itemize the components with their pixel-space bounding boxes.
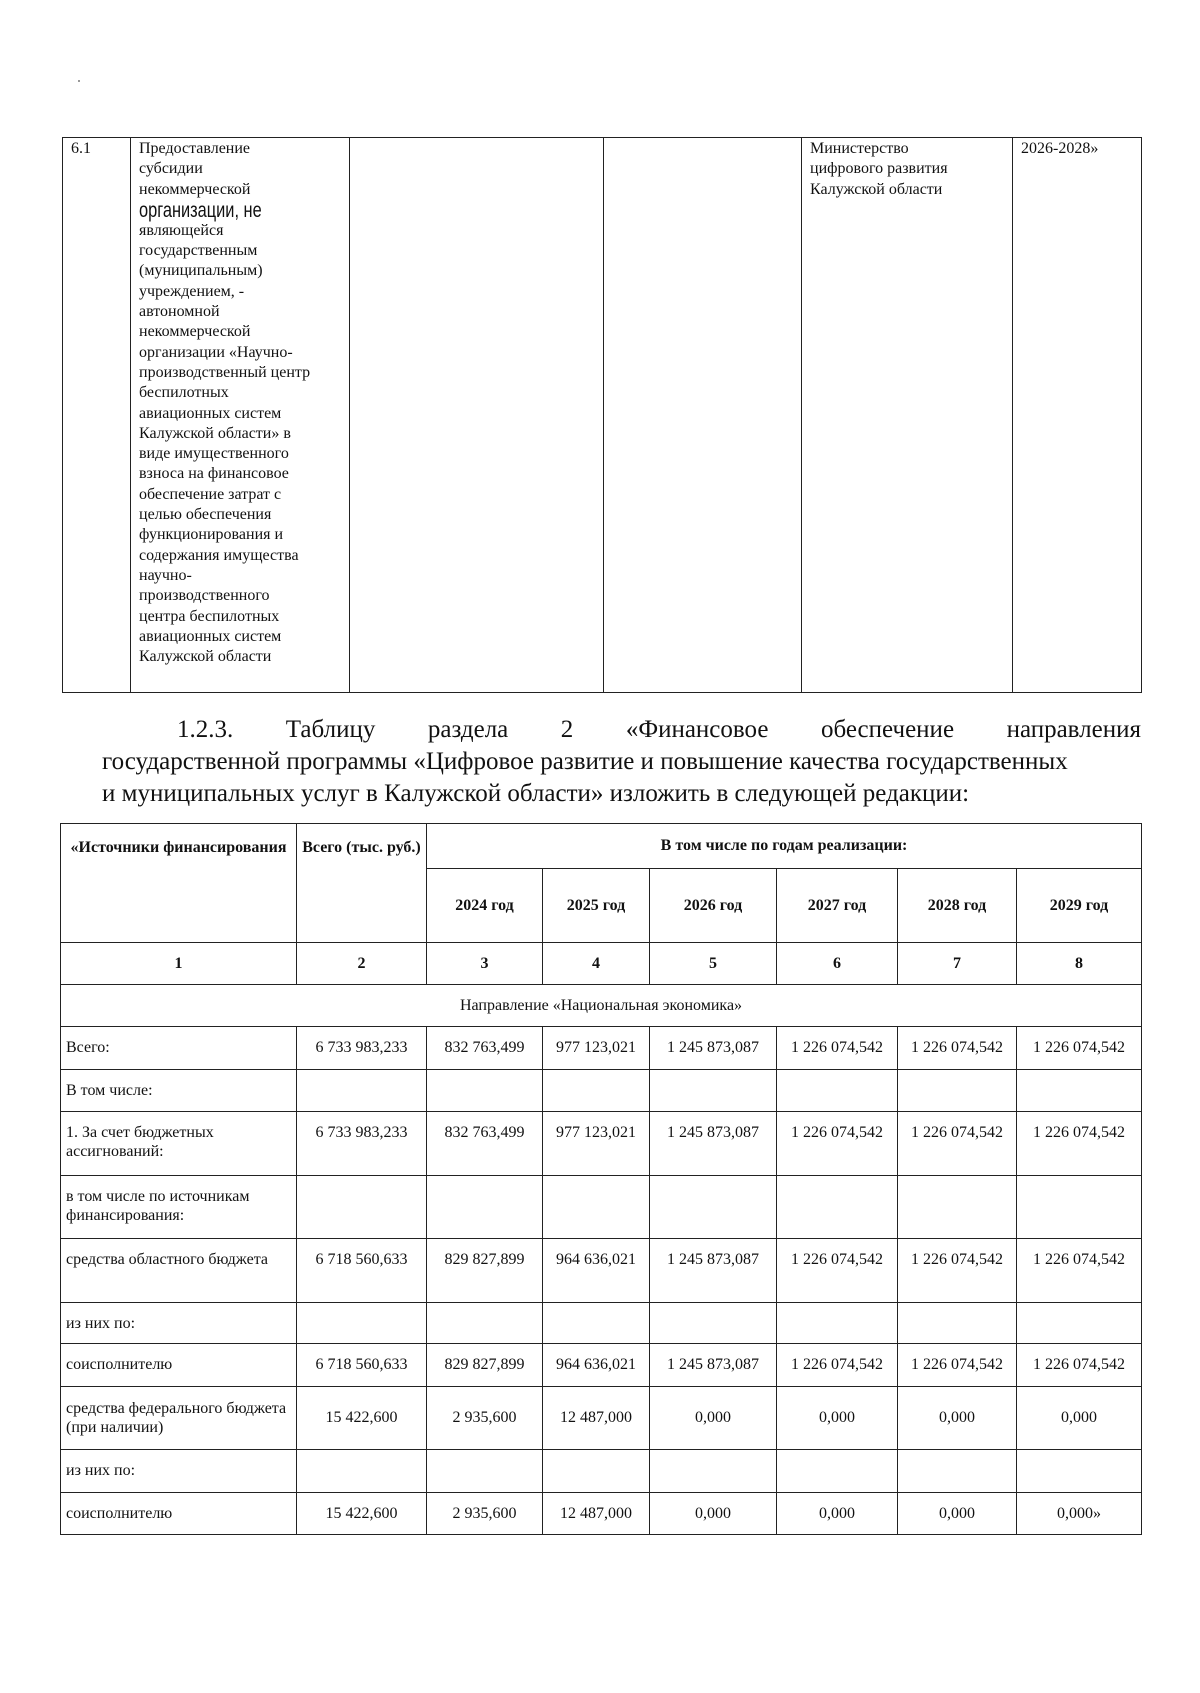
responsible-line: цифрового развития [810,160,948,178]
section-row [61,985,1142,1026]
description-line: виде имущественного [139,445,289,463]
paragraph-word: «Финансовое [625,716,769,743]
column-index: 7 [898,942,1017,984]
paragraph-word: Таблицу [285,716,376,743]
empty-cell [350,138,604,693]
cell-value [427,1302,543,1343]
description-line: некоммерческой [139,180,251,198]
cell-value: 964 636,021 [543,1344,650,1386]
implementation-period: 2026-2028» [1013,138,1142,693]
cell-value [1017,1302,1142,1343]
empty-cell [604,138,802,693]
cell-value: 1 226 074,542 [1017,1026,1142,1069]
cell-value [650,1450,777,1492]
scan-speck [78,80,80,82]
cell-value [427,1450,543,1492]
row-label: из них по: [61,1450,297,1492]
header-year: 2029 год [1017,869,1142,943]
cell-value: 977 123,021 [543,1026,650,1069]
cell-value [543,1302,650,1343]
row-label: В том числе: [61,1070,297,1112]
responsible-executor [802,138,1013,693]
cell-value: 1 226 074,542 [898,1026,1017,1069]
description-line: субсидии [139,160,203,178]
cell-value: 12 487,000 [543,1386,650,1450]
row-label: Всего: [61,1026,297,1069]
row-label: соисполнителю [61,1492,297,1534]
description-line: (муниципальным) [139,262,263,280]
paragraph-word: раздела [427,716,509,743]
table-row [61,1175,1142,1239]
description-line: производственного [139,587,270,605]
description-line: центра беспилотных [139,607,280,625]
cell-value [297,1302,427,1343]
description-line: обеспечение затрат с [139,485,282,503]
row-label: из них по: [61,1302,297,1343]
cell-value [650,1175,777,1239]
description-line: взноса на финансовое [139,465,289,483]
cell-value: 0,000 [650,1386,777,1450]
measure-description [131,138,350,693]
table-row-6-1 [63,138,1142,693]
description-line: целью обеспечения [139,506,272,524]
paragraph-word: 2 [560,716,574,743]
table-row [61,1239,1142,1303]
row-label: средства федерального бюджета (при наличии) [61,1386,297,1450]
cell-value: 1 226 074,542 [898,1344,1017,1386]
column-index: 6 [777,942,898,984]
paragraph-word: направления [1006,716,1141,743]
cell-value [543,1175,650,1239]
description-line: учреждением, - [139,282,245,300]
description-line: Калужской области» в [139,424,291,442]
table-row [61,1492,1142,1534]
row-label: в том числе по источникам финансирования: [61,1175,297,1239]
cell-value [777,1175,898,1239]
cell-value: 0,000 [898,1386,1017,1450]
cell-value: 1 226 074,542 [898,1239,1017,1303]
cell-value: 0,000» [1017,1492,1142,1534]
cell-value [650,1302,777,1343]
table-row [61,1386,1142,1450]
description-line: организации «Научно- [139,343,293,361]
cell-value: 1 245 873,087 [650,1026,777,1069]
cell-value [898,1450,1017,1492]
financing-table [60,823,1142,1535]
column-index: 1 [61,942,297,984]
cell-value: 964 636,021 [543,1239,650,1303]
cell-value [297,1175,427,1239]
cell-value [543,1070,650,1112]
cell-value [777,1302,898,1343]
cell-value: 2 935,600 [427,1492,543,1534]
description-line: содержания имущества [139,546,299,564]
cell-value [543,1450,650,1492]
cell-value [898,1302,1017,1343]
paragraph-word: обеспечение [820,716,955,743]
cell-value: 1 245 873,087 [650,1239,777,1303]
cell-value [650,1070,777,1112]
row-number: 6.1 [63,138,131,693]
cell-value [777,1070,898,1112]
measures-table [62,137,1142,693]
description-line: Предоставление [139,140,251,157]
cell-value [1017,1175,1142,1239]
header-by-years: В том числе по годам реализации: [427,824,1142,869]
header-row [61,824,1142,869]
column-index: 4 [543,942,650,984]
cell-value: 2 935,600 [427,1386,543,1450]
description-line: авиационных систем [139,404,282,422]
table-row [61,1302,1142,1343]
cell-value: 1 226 074,542 [777,1112,898,1176]
column-index: 2 [297,942,427,984]
cell-value: 1 226 074,542 [777,1344,898,1386]
cell-value: 6 718 560,633 [297,1239,427,1303]
paragraph-line: государственной программы «Цифровое развитие и повышение качества государственных [102,748,1068,775]
cell-value: 15 422,600 [297,1386,427,1450]
cell-value: 0,000 [1017,1386,1142,1450]
description-line: организации, не [139,198,262,222]
cell-value: 1 245 873,087 [650,1344,777,1386]
cell-value: 1 226 074,542 [1017,1112,1142,1176]
header-year: 2024 год [427,869,543,943]
description-line: являющейся [139,221,224,239]
row-label: 1. За счет бюджетных ассигнований: [61,1112,297,1176]
description-line: Калужской области [139,648,272,666]
description-line: некоммерческой [139,323,251,341]
paragraph-line: и муниципальных услуг в Калужской области» изложить в следующей редакции: [102,780,970,807]
table-row [61,1070,1142,1112]
cell-value: 0,000 [650,1492,777,1534]
cell-value [898,1175,1017,1239]
cell-value: 15 422,600 [297,1492,427,1534]
header-total: Всего (тыс. руб.) [297,824,427,943]
cell-value: 832 763,499 [427,1026,543,1069]
responsible-line: Калужской области [810,180,943,198]
cell-value [297,1070,427,1112]
cell-value: 12 487,000 [543,1492,650,1534]
cell-value: 6 733 983,233 [297,1112,427,1176]
cell-value [777,1450,898,1492]
cell-value [427,1070,543,1112]
header-year: 2025 год [543,869,650,943]
column-index: 3 [427,942,543,984]
cell-value: 1 226 074,542 [898,1112,1017,1176]
table-row [61,1344,1142,1386]
description-line: беспилотных [139,384,229,402]
header-year: 2026 год [650,869,777,943]
cell-value: 6 733 983,233 [297,1026,427,1069]
paragraph-word: 1.2.3. [177,716,234,743]
cell-value: 6 718 560,633 [297,1344,427,1386]
table-row [61,1112,1142,1176]
cell-value: 829 827,899 [427,1239,543,1303]
cell-value: 0,000 [777,1492,898,1534]
cell-value [1017,1450,1142,1492]
column-index-row [61,942,1142,984]
cell-value: 1 226 074,542 [1017,1239,1142,1303]
cell-value: 0,000 [777,1386,898,1450]
cell-value: 0,000 [898,1492,1017,1534]
column-index: 5 [650,942,777,984]
description-line: государственным [139,242,258,260]
cell-value [427,1175,543,1239]
cell-value: 1 226 074,542 [777,1026,898,1069]
amendment-paragraph [102,714,1141,810]
table-row [61,1026,1142,1069]
description-line: производственный центр [139,363,311,381]
description-line: функционирования и [139,526,284,544]
cell-value: 1 226 074,542 [1017,1344,1142,1386]
cell-value: 977 123,021 [543,1112,650,1176]
cell-value [297,1450,427,1492]
description-line: авиационных систем [139,627,282,645]
table-row [61,1450,1142,1492]
header-sources: «Источники финансирования [61,824,297,943]
cell-value: 832 763,499 [427,1112,543,1176]
row-label: средства областного бюджета [61,1239,297,1303]
header-year: 2027 год [777,869,898,943]
cell-value [898,1070,1017,1112]
cell-value: 1 245 873,087 [650,1112,777,1176]
paragraph-line [102,714,1141,746]
section-title: Направление «Национальная экономика» [61,985,1142,1026]
column-index: 8 [1017,942,1142,984]
description-line: автономной [139,303,220,321]
cell-value: 1 226 074,542 [777,1239,898,1303]
header-year: 2028 год [898,869,1017,943]
row-label: соисполнителю [61,1344,297,1386]
description-line: научно- [139,566,192,584]
cell-value: 829 827,899 [427,1344,543,1386]
cell-value [1017,1070,1142,1112]
responsible-line: Министерство [810,140,909,157]
